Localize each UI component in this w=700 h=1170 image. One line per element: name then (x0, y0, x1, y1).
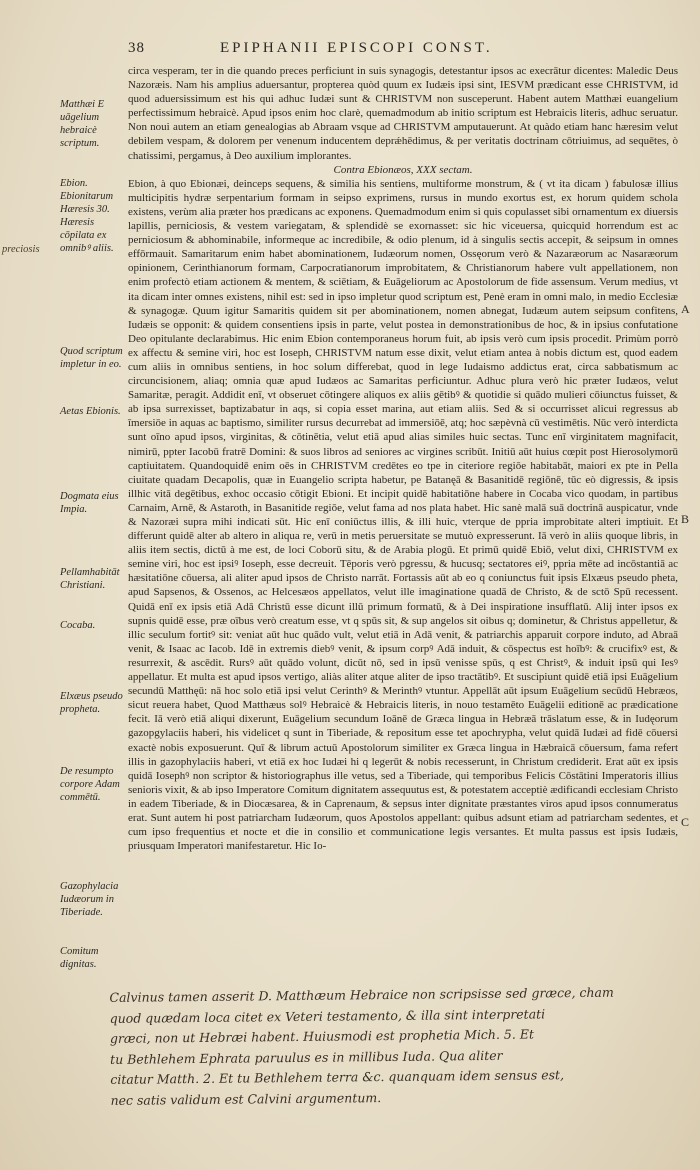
handwritten-line: citatur Matth. 2. Et tu Bethlehem terra &c. quanquam idem sensus est, (110, 1067, 565, 1087)
margin-note-gazophylacia: Gazophylacia Iudæorum in Tiberiade. (60, 881, 119, 918)
margin-note-cocaba: Cocaba. (60, 620, 96, 631)
margin-note-scriptum: Quod scriptum impletur in eo. (60, 346, 123, 370)
margin-note-dogmata: Dogmata eius Impia. (60, 491, 119, 515)
right-margin-letter-c: C (681, 815, 690, 829)
margin-note-ebion: Ebion. Ebionitarum Hæresis 30. Hæresis cōpilata ex omnibꝰ aliis. (60, 178, 114, 254)
handwritten-line: tu Bethlehem Ephrata paruulus es in millibus Iuda. Qua aliter (110, 1047, 503, 1067)
handwritten-line: nec satis validum est Calvini argumentum. (110, 1089, 382, 1108)
page-header (128, 40, 688, 62)
margin-note-adam: De resumpto corpore Adam commētū. (60, 766, 120, 803)
handwritten-line: quod quædam loca citet ex Veteri testamento, & illa sint interpretati (109, 1005, 546, 1026)
margin-note-elxaeus: Elxæus pseudo propheta. (60, 691, 123, 715)
page-number: 38 (128, 40, 145, 56)
handwritten-annotation (109, 982, 670, 1111)
running-head: EPIPHANII EPISCOPI CONST. (220, 40, 493, 56)
margin-note-aetas: Aetas Ebionis. (60, 406, 121, 417)
right-margin-letter-a: A (681, 302, 690, 316)
margin-note-matthaei: Matthæi E uāgelium hebraicè scriptum. (60, 99, 105, 149)
handwritten-line: Calvinus tamen asserit D. Matthæum Hebraice non scripsisse sed græce, cham (109, 984, 614, 1005)
handwritten-line: græci, non ut Hebræi habent. Huiusmodi est prophetia Mich. 5. Et (109, 1026, 535, 1046)
body-text (128, 64, 678, 853)
right-margin-letter-b: B (681, 512, 690, 526)
margin-note-comitum: Comitum dignitas. (60, 946, 99, 970)
paragraph-main: Ebion, à quo Ebionæi, deinceps sequens, & similia his sentiens, multiforme monstrum, & ( vt ita dicam ) fabulosæ illius multicipitis hydræ serpentarium formam in seipso exprimens, rursus in mundo exortus est, ex horum quidem schola existens, verùm alia præter hos prædicans ac exponens. Quemadmodum enim si quis copulasset sibi ornamentum ex diuersis lapillis, perniciosis, & vestem variegatam, & splendidè se exornasset: sic hic viceuersa, quicquid horrendum est ac perniciosum & abhominabile, informeque ac incredibile, & odio plenum, id à singulis sectis accepit, & seipsum in omnes effōrmauit. Samaritarum enim habet abominationem, Iudæorum nomen, Ossęorum verò & Nazaræorum ac Nasaræorum opinionem, Cerinthianorum formam, Carpocratianorum improbitatem, & Christianorum habere vult appellationem, non enim profectò etiam actionem & mentem, & sciētiam, & Euāgeliorum ac Apostolorum de fide assensum. Verum medius, vt ita dicam inter omnes existens, nihil est: sed in ipso impletur quod scriptum est, Penè eram in omni malo, in medio Ecclesiæ & synagogæ. Quum igitur Samaritis quidem sit per abominationem, nomen abnegat, Iudæum autem seipsum confitens, Iudæis se opponit: & quidem consentiens ipsis in parte, velut postea in demonstrationibus de hoc, & in ipsius confutatione Deo opitulante declarabimus. Hic enim Ebion contemporaneus horum fuit, ab ipsis verò cum ipsis procedit. Primùm porrò ex affectu & semine viri, hoc est Ioseph, CHRISTVM natum esse dixit, velut etiam antea à nobis dictum est, quod eadem cum aliis in omnibus sentiens, in hoc solum differebat, quod in lege Iudaismo addictus erat, circa sabbatismum ac circuncisionem, aliaq; omnia quæ apud Iudæos ac Samaritas perficiuntur. Adhuc plura verò hic præter Iudæos, velut Samaritæ, peragit. Addidit enī, vt obseruet cōtingere aliquos ex aliis gētibꝰ & quotidie si quādo mulieri cōiunctus fuisset, & ab ipsa surrexisset, baptizabatur in aqs, si copia esset marina, aut etiam aliis. Sed & si occurrisset alicui regressus ab īmersiōe in aquas ac baptismo, similiter rursus decurrebat ad immersiōē, atq; hoc sæpèvnà cū vestimētis. Nūc verò interdicta sunt oīno apud ipsos, virginitas, & cōtinētia, velut etiā apud alias similes huic sectas. Tunc enī virginitatem magnifacit, nimirū, ppter Iacobū fratrē Domini: & suos libros ad seniores ac virgines scribūt. Initiū aūt huius cœpit post Hierosolymorū captiuitatem. Quandoquidē enim oēs in CHRISTVM credētes eo tpe in citeriore regiōe habitabāt, maiori ex pte in Pella ciuitate quadam Decapolis, quæ in Euangelio scripta habetur, pe Batanęā & Basanitidē regiōnē, tūc eò digressis, & ipsis illhic vitā degētibus, exhoc occasio cōtigit Ebioni. Et incipit quidē habitatiōne habere in Cocaba vico quodam, in partibus Carnaim, Arnē, & Astaroth, in Basanitide regiōe, velut fama ad nos plata habet. Hic sanè malā suā doctrinā auspicatur, vnde & Nazoræi supra mihi indicati sūt. Hic enī coniūctus illis, & illi huic, vterque de ppria improbitate alteri imptiuit. Et differunt quidē alter ab altero in aliqua re, verū in metis peruersitate se mutuò expresserunt. Iā verò in aliis quoque libris, in aliis item sectis, dictū à me est, de loci Coborū situ, & de Arabia plogū. Et primū quidē Ebiō, velut dixi, CHRISTVM ex semine viri, hoc est ipsiꝰ Ioseph, esse decreuit. Tēporis verò pgressu, & hucusq; sectatores eiꝰ, ppria mēte ad incōstantiā ac hæsitatiōne cōuersa, ali aliter apud ipsos de Christo narrāt. Fortassis aūt ab eo q coniunctus fuit ipsis Elxæus pseudo pheta, apud Sapsenos, & Ossenos, ac Helcesæos appellatos, velut ille imaginatione quadā de Christo, & de sctō Spū recessent. Quidā enī ex ipsis etiā Adā Christū esse dicunt illū primum formatū, & à Dei inspiratione insufflatū. Alij inter ipsos ex supnis quidē esse, præ oībus verò creatum esse, vt q spūs sit, & sup angelos sit oibus q; dominetur, & Christus appelletur, & illic seculum fortitꝰ sit: veniat aūt huc quādo vult, velut etiā in Adā venit, & patriarchis apparuit corpore induto, ad Abraā venit, & Isaac ac Iacob. Idē in extremis diebꝰ venit, & ipsum corpꝰ Adā induit, & cōspectus est hoībꝰ: & crucifixꝰ est, & resurrexit, & ascēdit. Rursꝰ aūt quādo volunt, dicūt nō, sed in ipsū venisse spūs, q est Christꝰ, & induit ipsū qui Iesꝰ appellatur. Et multa est apud ipsos vertigo, aliàs aliter atque aliter de ipso tractātibꝰ. Et suscipiunt quidē etiā ipsi Euāgelium secundū Matthęū: nā hoc solo etiā ipsi velut Cerinthꝰ & Merinthꝰ vtuntur. Appellāt aūt ipsum Euāgelium secūdū Hebræos, sicut reuera habet, Quod Matthæus solꝰ Hebraicè & Hebraicis literis, in nouo testamēto Euāgelii editionē ac prædicatione fecit. Iā verò etiā aliqui dixerunt, Euāgelium secundum Ioānē de Græca lingua in Hebræā trāslatum esse, & in Iudęorum gazopgylaciis haberi, his videlicet q sunt in Tiberiade, & repositum esse tet apochrypha, velut quidā Iudæi ad fidē cōuersi exactè nobis exposuerunt. Quī & librum actuū Apostolorum similiter ex Græca lingua in Hæbraicā cōuersum, fama refert illis in gazophylaciis haberi, vt etiā ex hoc Iudæi hi q legerūt & nobis recesserunt, in Christum crediderit. Erat aūt ex ipsis quidā Iosephꝰ non scriptor & historiographus ille vetus, sed a Tiberiade, qui temporibus Felicis Cōstātini Imperatoris illius senioris vixit, & ab ipso Imperatore Comitum dignitatem assequutus est, & potestatem acceptiè ædificandi ecclesiam Christo in eadem Tiberiade, & in Diocæsarea, & in Caprenaum, & sepsus inter dignitate præstantes viros apud ipsos connumeratus erat. Sunt autem hi post patriarcham Iudæorum, quos Apostolos appellant: quibus adsunt etiam ad patriarcham sedentes, et cum ipso frequentius et nocte et die in consilio et communicatione legis versantes. Et multa passus est ipsis Iudæis, priusquam Imperatori manifestaretur. Hic Io- (128, 177, 678, 853)
far-margin-note: preciosis (2, 244, 40, 255)
margin-note-pella: Pellamhabitāt Christiani. (60, 567, 120, 591)
paragraph-opening: circa vesperam, ter in die quando preces perficiunt in suis synagogis, detestantur ipsos ac execrātur dicentes: Maledic Deus Nazoræis. Nam his amplius aduersantur, propterea quòd quum ex Iudæis ipsi sint, IESVM prædicant esse CHRISTVM, id quod aduersissimum est his qui adhuc Iudæi sunt & CHRISTVM non susceperunt. Habent autem Matthæi euangelium perfectissimum hebraicè. Apud ipsos enim hoc clarè, quemadmodum ab initio scriptum est Hebraicis literis, adhuc seruatur. Non noui autem an etiam genealogias ab Abraam vsque ad CHRISTVM amputauerunt. At quàdo etiam hanc hæresim velut debilem vespam, & dolorem per venenum inducentem deprǽhēdimus, & per veritatis doctrinam cōtriuimus, ad sequētes, ò chatissimi, pergamus, à Deo auxilium implorantes. (128, 65, 678, 162)
section-title: Contra Ebionæos, XXX sectam. (333, 163, 473, 176)
